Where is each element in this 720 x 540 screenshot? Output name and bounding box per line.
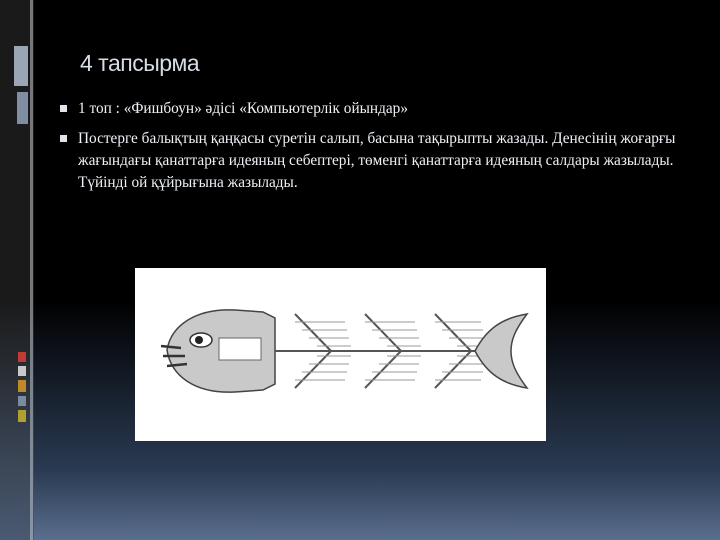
fishbone-image (135, 268, 546, 441)
decorative-block (14, 46, 28, 86)
bullet-item (60, 98, 700, 120)
decorative-block (18, 366, 26, 376)
slide-title: 4 тапсырма (80, 50, 200, 76)
fishbone-diagram-icon (135, 268, 546, 441)
decorative-block (18, 380, 26, 392)
decorative-block (18, 352, 26, 362)
decorative-block (18, 396, 26, 406)
decorative-block (18, 410, 26, 422)
decorative-block (17, 92, 28, 124)
bullet-square-icon (60, 135, 67, 142)
bullet-list (60, 98, 700, 202)
bullet-item (60, 128, 700, 194)
bullet-square-icon (60, 105, 67, 112)
decorative-strip-line (30, 0, 33, 540)
bullet-text: Постерге балықтың қаңқасы суретін салып, басына тақырыпты жазады. Денесінің жоғарғы жағындағы қанаттарға идеяның себептері, төменгі қанаттарға идеяның салдары жазылады. Түйінді ой құйрығына жазылады. (78, 130, 676, 191)
bullet-text: 1 топ : «Фишбоун» әдісі «Компьютерлік ойындар» (78, 100, 408, 117)
